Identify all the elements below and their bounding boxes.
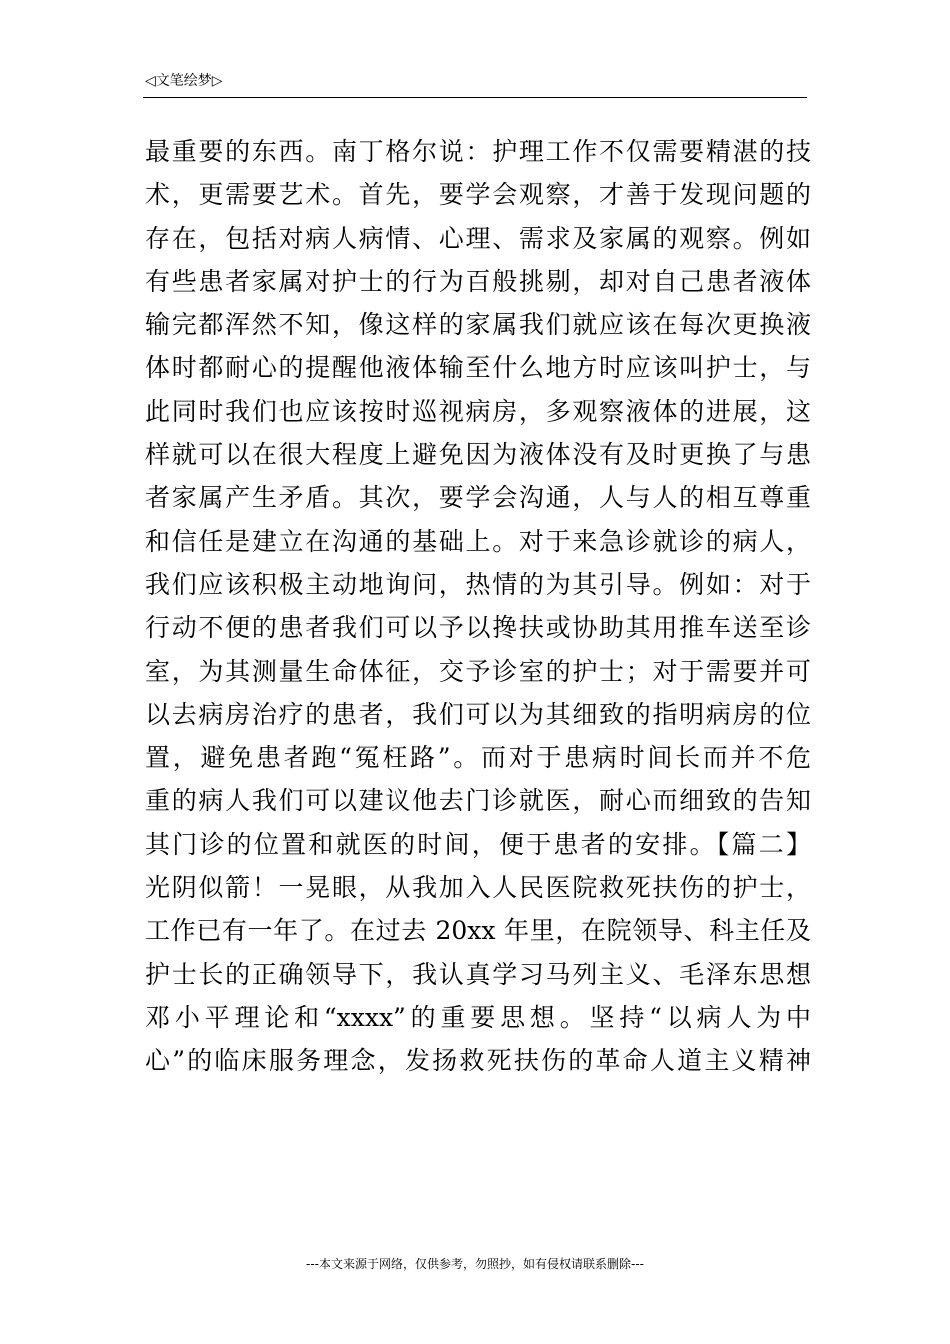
text-line: 护士长的正确领导下，我认真学习马列主义、毛泽东思想 [145, 959, 811, 989]
document-header: ◁文笔绘梦▷ [145, 73, 223, 89]
text-line: 我们应该积极主动地询问，热情的为其引导。例如：对于 [145, 569, 811, 599]
text-line: 有些患者家属对护士的行为百般挑剔，却对自己患者液体 [145, 266, 811, 296]
text-line: 重的病人我们可以建议他去门诊就医，耐心而细致的告知 [145, 786, 811, 816]
text-line: 工作已有一年了。在过去 20xx 年里，在院领导、科主任及 [145, 916, 811, 946]
text-line: 样就可以在很大程度上避免因为液体没有及时更换了与患 [145, 440, 811, 470]
text-line: 置，避免患者跑“冤枉路”。而对于患病时间长而并不危 [145, 743, 811, 773]
text-line: 以去病房治疗的患者，我们可以为其细致的指明病房的位 [145, 699, 811, 729]
text-line: 心”的临床服务理念，发扬救死扶伤的革命人道主义精神 [145, 1046, 811, 1076]
text-line: 其门诊的位置和就医的时间，便于患者的安排。【篇二】 [145, 829, 811, 859]
text-line: 存在，包括对病人病情、心理、需求及家属的观察。例如 [145, 223, 811, 253]
text-line: 行动不便的患者我们可以予以搀扶或协助其用推车送至诊 [145, 613, 811, 643]
text-line: 术，更需要艺术。首先，要学会观察，才善于发现问题的 [145, 180, 811, 210]
text-line: 邓小平理论和“xxxx”的重要思想。坚持“以病人为中 [145, 1002, 811, 1032]
text-line: 输完都浑然不知，像这样的家属我们就应该在每次更换液 [145, 310, 811, 340]
text-line: 最重要的东西。南丁格尔说：护理工作不仅需要精湛的技 [145, 137, 811, 166]
text-line: 者家属产生矛盾。其次，要学会沟通，人与人的相互尊重 [145, 483, 811, 513]
text-line: 体时都耐心的提醒他液体输至什么地方时应该叫护士，与 [145, 353, 811, 383]
footer-notice: ---本文来源于网络，仅供参考，勿照抄，如有侵权请联系删除--- [306, 1257, 644, 1271]
text-line: 室，为其测量生命体征，交予诊室的护士；对于需要并可 [145, 656, 811, 686]
text-line: 光阴似箭！一晃眼，从我加入人民医院救死扶伤的护士， [145, 873, 811, 903]
text-line: 此同时我们也应该按时巡视病房，多观察液体的进展，这 [145, 396, 811, 426]
text-line: 和信任是建立在沟通的基础上。对于来急诊就诊的病人， [145, 526, 811, 556]
body-text [145, 130, 811, 1083]
header-divider [143, 97, 807, 98]
